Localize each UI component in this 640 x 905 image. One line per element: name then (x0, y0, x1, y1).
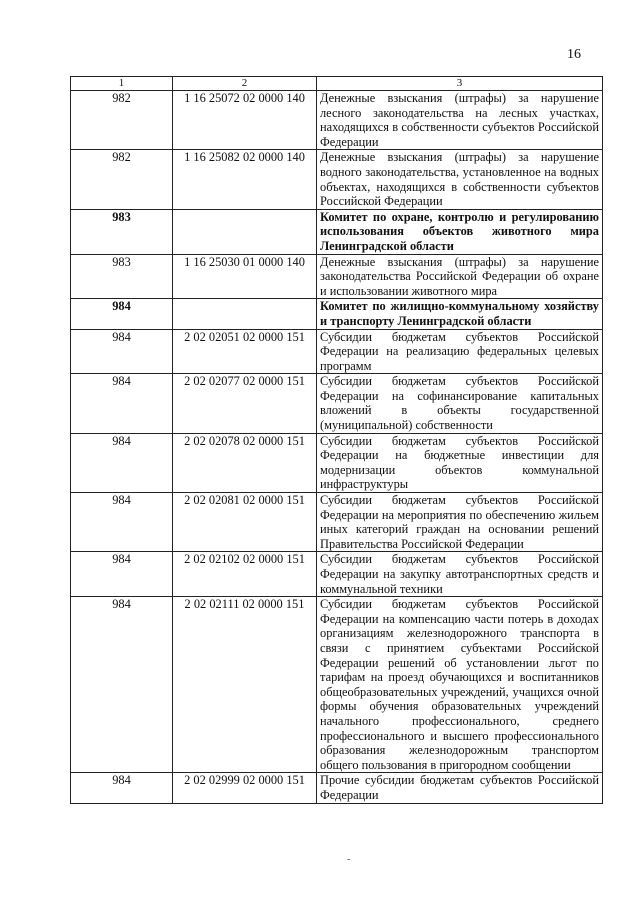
table-row (71, 374, 603, 433)
description-cell: Денежные взыскания (штрафы) за нарушение законодательства Российской Федерации об охране и использовании животного мира (317, 254, 603, 299)
admin-code-cell: 984 (71, 299, 173, 329)
admin-code-cell: 983 (71, 209, 173, 254)
table-row (71, 552, 603, 597)
revenue-code-cell: 2 02 02999 02 0000 151 (173, 773, 317, 803)
revenue-code-cell (173, 299, 317, 329)
table-row (71, 597, 603, 773)
column-header-1: 1 (71, 77, 173, 91)
admin-code-cell: 984 (71, 329, 173, 374)
table-row (71, 433, 603, 492)
admin-code-cell: 984 (71, 493, 173, 552)
table-row (71, 493, 603, 552)
column-header-2: 2 (173, 77, 317, 91)
admin-code-cell: 984 (71, 597, 173, 773)
table-row (71, 299, 603, 329)
admin-code-cell: 984 (71, 433, 173, 492)
revenue-code-cell: 1 16 25082 02 0000 140 (173, 150, 317, 209)
column-header-3: 3 (317, 77, 603, 91)
description-cell: Субсидии бюджетам субъектов Российской Федерации на мероприятия по обеспечению жильем иных категорий граждан на основании решений Правительства Российской Федерации (317, 493, 603, 552)
table-row (71, 329, 603, 374)
description-cell: Субсидии бюджетам субъектов Российской Федерации на бюджетные инвестиции для модернизации объектов коммунальной инфраструктуры (317, 433, 603, 492)
admin-code-cell: 984 (71, 552, 173, 597)
revenue-code-cell: 2 02 02077 02 0000 151 (173, 374, 317, 433)
revenue-code-cell: 2 02 02051 02 0000 151 (173, 329, 317, 374)
table-row (71, 91, 603, 150)
admin-code-cell: 982 (71, 150, 173, 209)
table-row (71, 209, 603, 254)
revenue-codes-table (70, 76, 603, 804)
description-cell: Субсидии бюджетам субъектов Российской Федерации на реализацию федеральных целевых программ (317, 329, 603, 374)
revenue-code-cell: 1 16 25030 01 0000 140 (173, 254, 317, 299)
description-cell: Комитет по охране, контролю и регулированию использования объектов животного мира Ленинградской области (317, 209, 603, 254)
description-cell: Прочие субсидии бюджетам субъектов Российской Федерации (317, 773, 603, 803)
description-cell: Комитет по жилищно-коммунальному хозяйству и транспорту Ленинградской области (317, 299, 603, 329)
footer-mark: - (347, 854, 351, 865)
revenue-code-cell: 2 02 02111 02 0000 151 (173, 597, 317, 773)
table-body (71, 91, 603, 804)
table-row (71, 254, 603, 299)
admin-code-cell: 984 (71, 773, 173, 803)
revenue-code-cell: 2 02 02102 02 0000 151 (173, 552, 317, 597)
description-cell: Денежные взыскания (штрафы) за нарушение водного законодательства, установленное на водных объектах, находящихся в собственности субъектов Российской Федерации (317, 150, 603, 209)
description-cell: Денежные взыскания (штрафы) за нарушение лесного законодательства на лесных участках, находящихся в собственности субъектов Российской Федерации (317, 91, 603, 150)
description-cell: Субсидии бюджетам субъектов Российской Федерации на софинансирование капитальных вложений в объекты государственной (муниципальной) собственности (317, 374, 603, 433)
revenue-code-cell (173, 209, 317, 254)
page-number: 16 (567, 47, 581, 62)
admin-code-cell: 983 (71, 254, 173, 299)
revenue-code-cell: 2 02 02081 02 0000 151 (173, 493, 317, 552)
table-row (71, 150, 603, 209)
description-cell: Субсидии бюджетам субъектов Российской Федерации на закупку автотранспортных средств и коммунальной техники (317, 552, 603, 597)
revenue-code-cell: 1 16 25072 02 0000 140 (173, 91, 317, 150)
table-header-row (71, 77, 603, 91)
admin-code-cell: 984 (71, 374, 173, 433)
table-row (71, 773, 603, 803)
description-cell: Субсидии бюджетам субъектов Российской Федерации на компенсацию части потерь в доходах организациям железнодорожного транспорта в связи с принятием субъектами Российской Федерации решений об установлении льгот по тарифам на проезд обучающихся и воспитанников общеобразовательных учреждений, учащихся очной формы обучения образовательных учреждений начального профессионального, среднего профессионального и высшего профессионального образования железнодорожным транспортом общего пользования в пригородном сообщении (317, 597, 603, 773)
admin-code-cell: 982 (71, 91, 173, 150)
revenue-code-cell: 2 02 02078 02 0000 151 (173, 433, 317, 492)
